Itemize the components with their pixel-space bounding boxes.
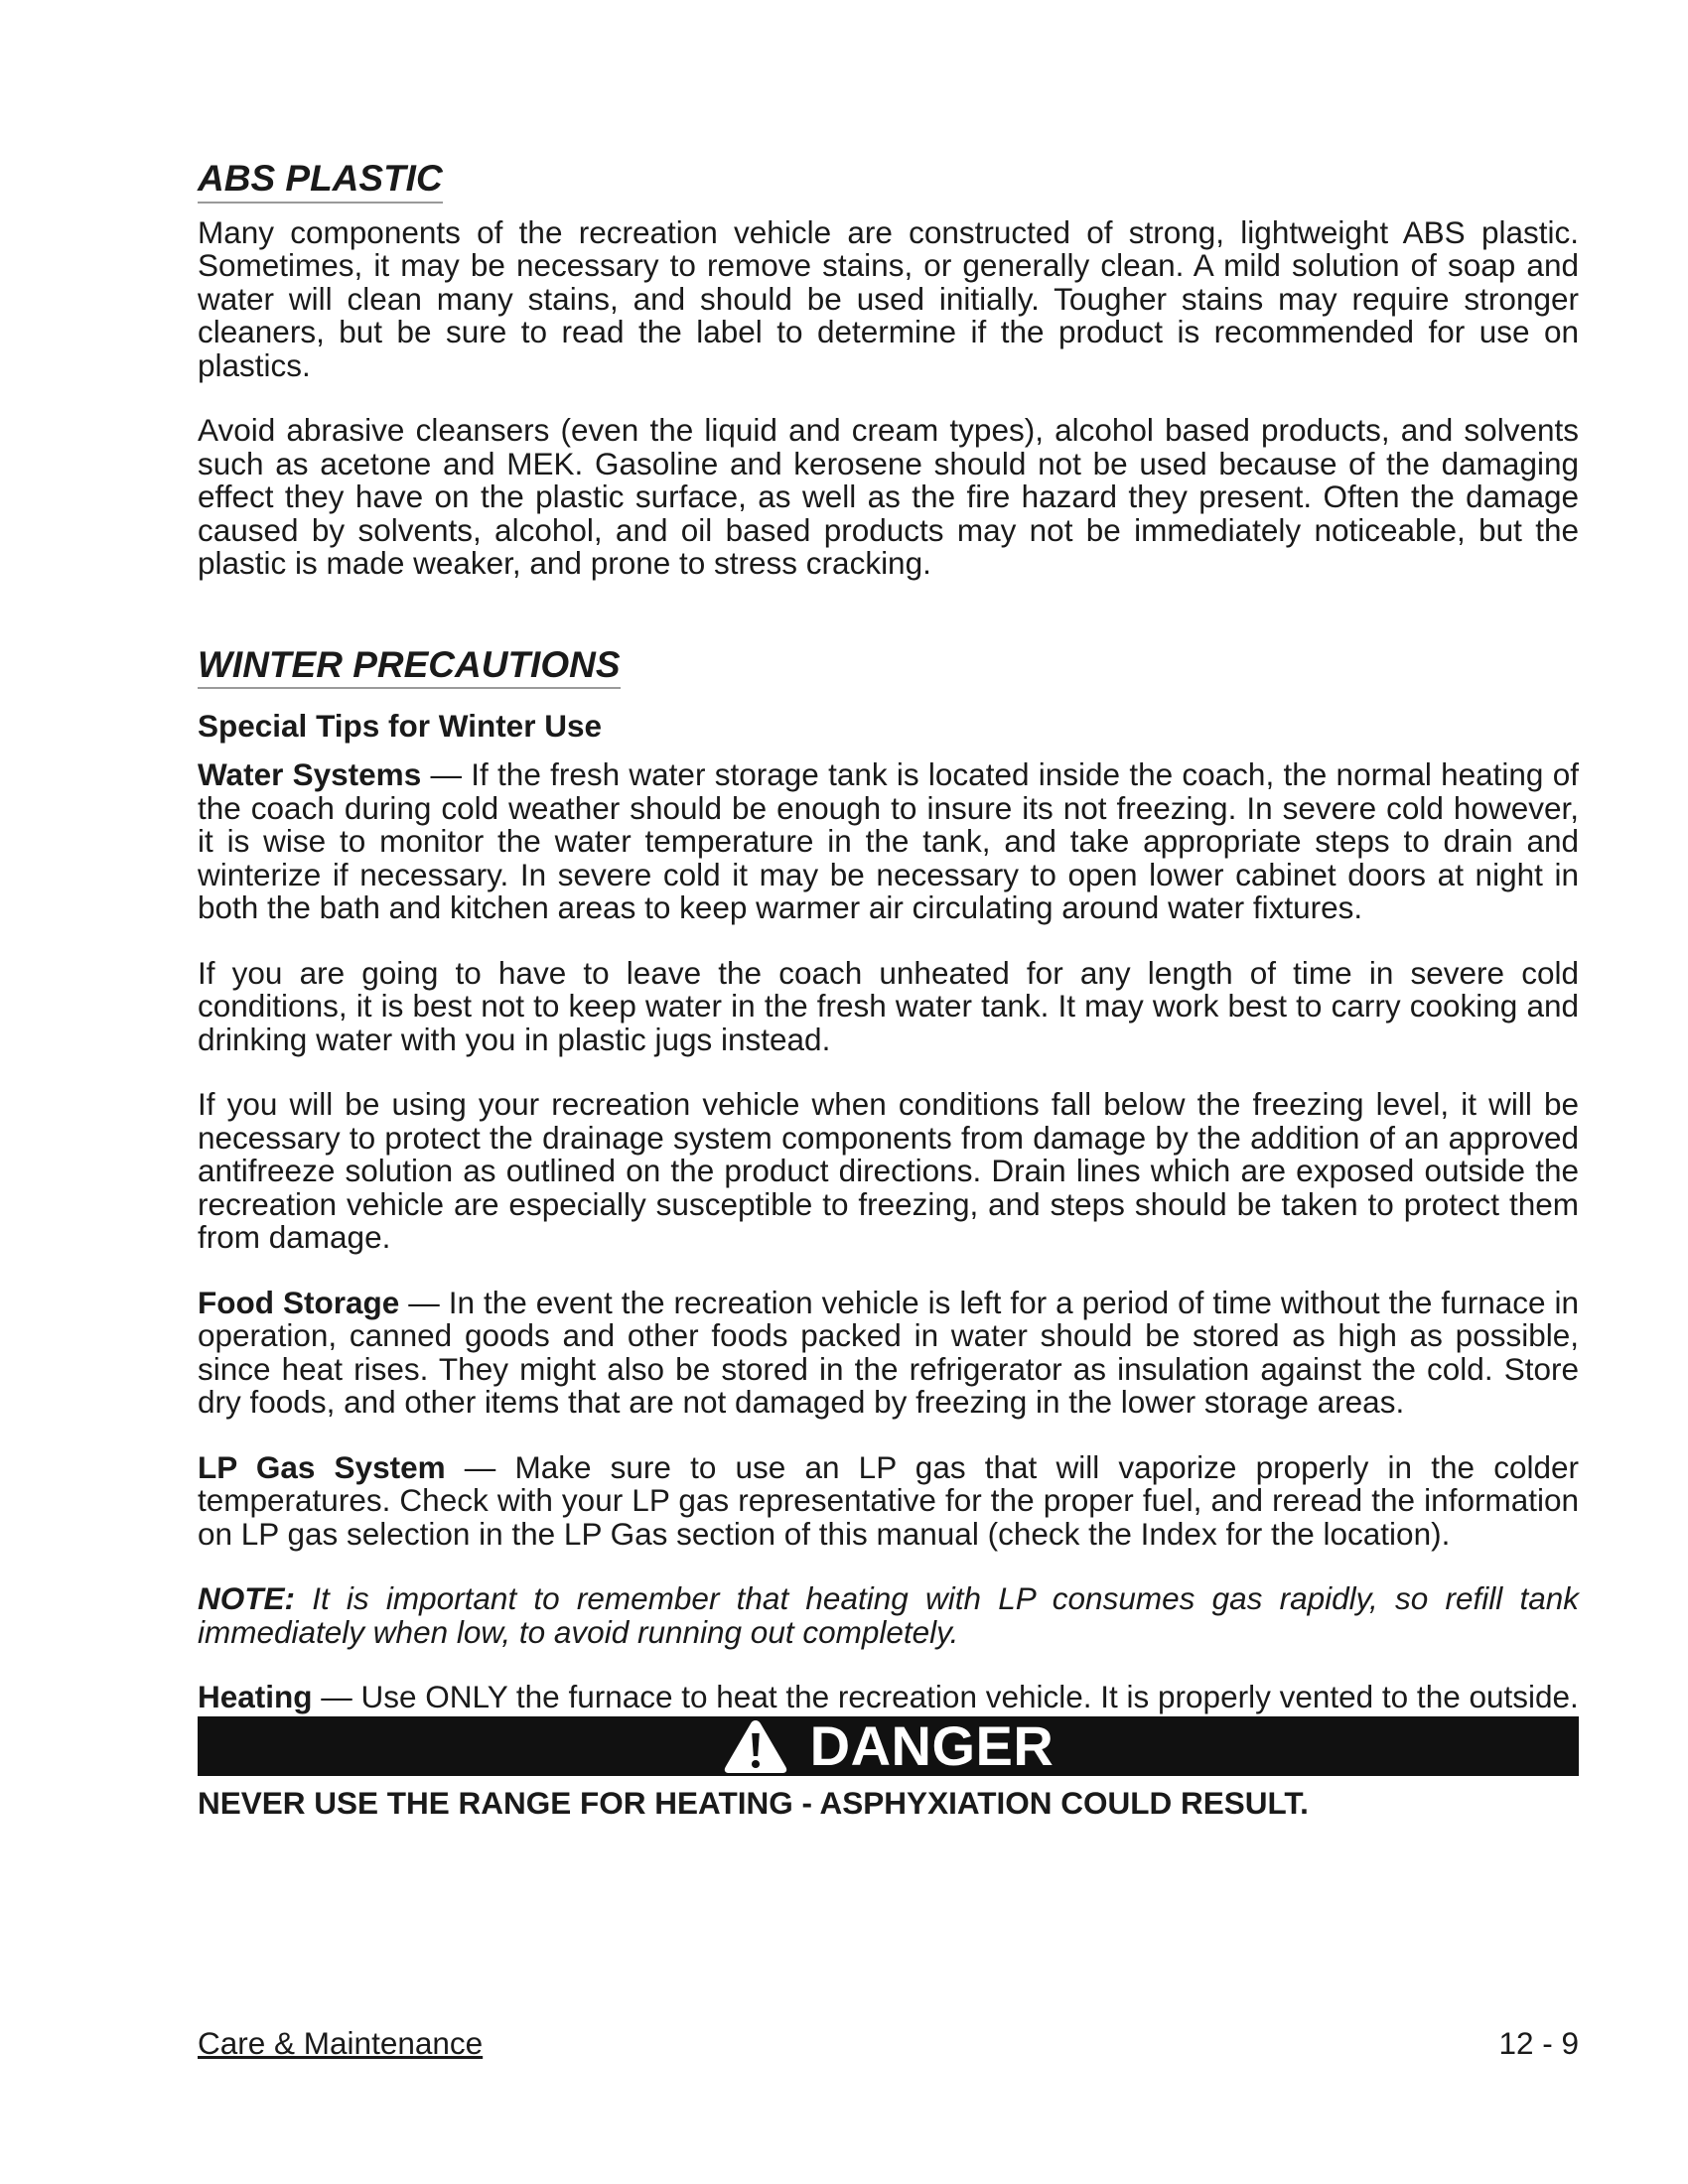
abs-plastic-heading: ABS PLASTIC bbox=[198, 159, 443, 204]
abs-plastic-paragraph-2: Avoid abrasive cleansers (even the liquid and cream types), alcohol based products, and solvents such as acetone and MEK. Gasoline and kerosene should not be used because of the damaging effect they have on the plastic surface, as well as the fire hazard they present. Often the damage caused by solvents, alcohol, and oil based products may not be immediately noticeable, but the plastic is made weaker, and prone to stress cracking. bbox=[198, 412, 1579, 582]
danger-title: DANGER bbox=[809, 1713, 1055, 1777]
winter-precautions-heading: WINTER PRECAUTIONS bbox=[198, 645, 621, 690]
food-storage-text: — In the event the recreation vehicle is left for a period of time without the furnace in operation, canned goods and other foods packed in water should be stored as high as possible, since heat rises. They might also be stored in the refrigerator as insulation against the cold. Store dry foods, and other items that are not damaged by freezing in the lower storage areas. bbox=[198, 1284, 1579, 1421]
special-tips-subheading: Special Tips for Winter Use bbox=[198, 708, 602, 745]
note-paragraph bbox=[198, 1582, 1579, 1649]
water-systems-label: Water Systems bbox=[198, 756, 422, 793]
page-content bbox=[198, 159, 1579, 1820]
danger-banner bbox=[198, 1713, 1579, 1777]
note-label: NOTE: bbox=[198, 1580, 295, 1617]
heating-text: — Use ONLY the furnace to heat the recreation vehicle. It is properly vented to the outside. bbox=[312, 1679, 1579, 1715]
freezing-conditions-paragraph: If you will be using your recreation vehicle when conditions fall below the freezing level, it will be necessary to protect the drainage system components from damage by the addition of an approved antifreeze solution as outlined on the product directions. Drain lines which are exposed outside the recreation vehicle are especially susceptible to freezing, and steps should be taken to protect them from damage. bbox=[198, 1086, 1579, 1256]
unheated-coach-paragraph: If you are going to have to leave the coach unheated for any length of time in severe cold conditions, it is best not to keep water in the fresh water tank. It may work best to carry cooking and drinking water with you in plastic jugs instead. bbox=[198, 954, 1579, 1057]
water-systems-paragraph bbox=[198, 758, 1579, 925]
lp-gas-text: — Make sure to use an LP gas that will vaporize properly in the colder temperatures. Check with your LP gas representative for the proper fuel, and reread the information on LP gas selection in the LP Gas section of this manual (check the Index for the location). bbox=[198, 1448, 1579, 1552]
lp-gas-label: LP Gas System bbox=[198, 1448, 446, 1485]
danger-message: NEVER USE THE RANGE FOR HEATING - ASPHYXIATION COULD RESULT. bbox=[198, 1784, 1309, 1821]
page-footer bbox=[198, 2026, 1579, 2060]
food-storage-label: Food Storage bbox=[198, 1284, 400, 1320]
water-systems-text: — If the fresh water storage tank is located inside the coach, the normal heating of the coach during cold weather should be enough to insure its not freezing. In severe cold however, it is wise to monitor the water temperature in the tank, and take appropriate steps to drain and winterize if necessary. In severe cold it may be necessary to open lower cabinet doors at night in both the bath and kitchen areas to keep warmer air circulating around water fixtures. bbox=[198, 756, 1579, 926]
note-text: It is important to remember that heating with LP consumes gas rapidly, so refill tank immediately when low, to avoid running out completely. bbox=[198, 1580, 1579, 1650]
warning-triangle-icon bbox=[723, 1718, 788, 1774]
heating-paragraph bbox=[198, 1681, 1579, 1714]
footer-section-title: Care & Maintenance bbox=[198, 2025, 484, 2061]
footer-page-number: 12 - 9 bbox=[1498, 2025, 1579, 2061]
heating-label: Heating bbox=[198, 1679, 313, 1715]
food-storage-paragraph bbox=[198, 1284, 1579, 1421]
abs-plastic-paragraph-1: Many components of the recreation vehicle are constructed of strong, lightweight ABS plastic. Sometimes, it may be necessary to remove stains, or generally clean. A mild solution of soap and water will clean many stains, and should be used initially. Tougher stains may require stronger cleaners, but be sure to read the label to determine if the product is recommended for use on plastics. bbox=[198, 213, 1579, 383]
lp-gas-paragraph bbox=[198, 1448, 1579, 1552]
